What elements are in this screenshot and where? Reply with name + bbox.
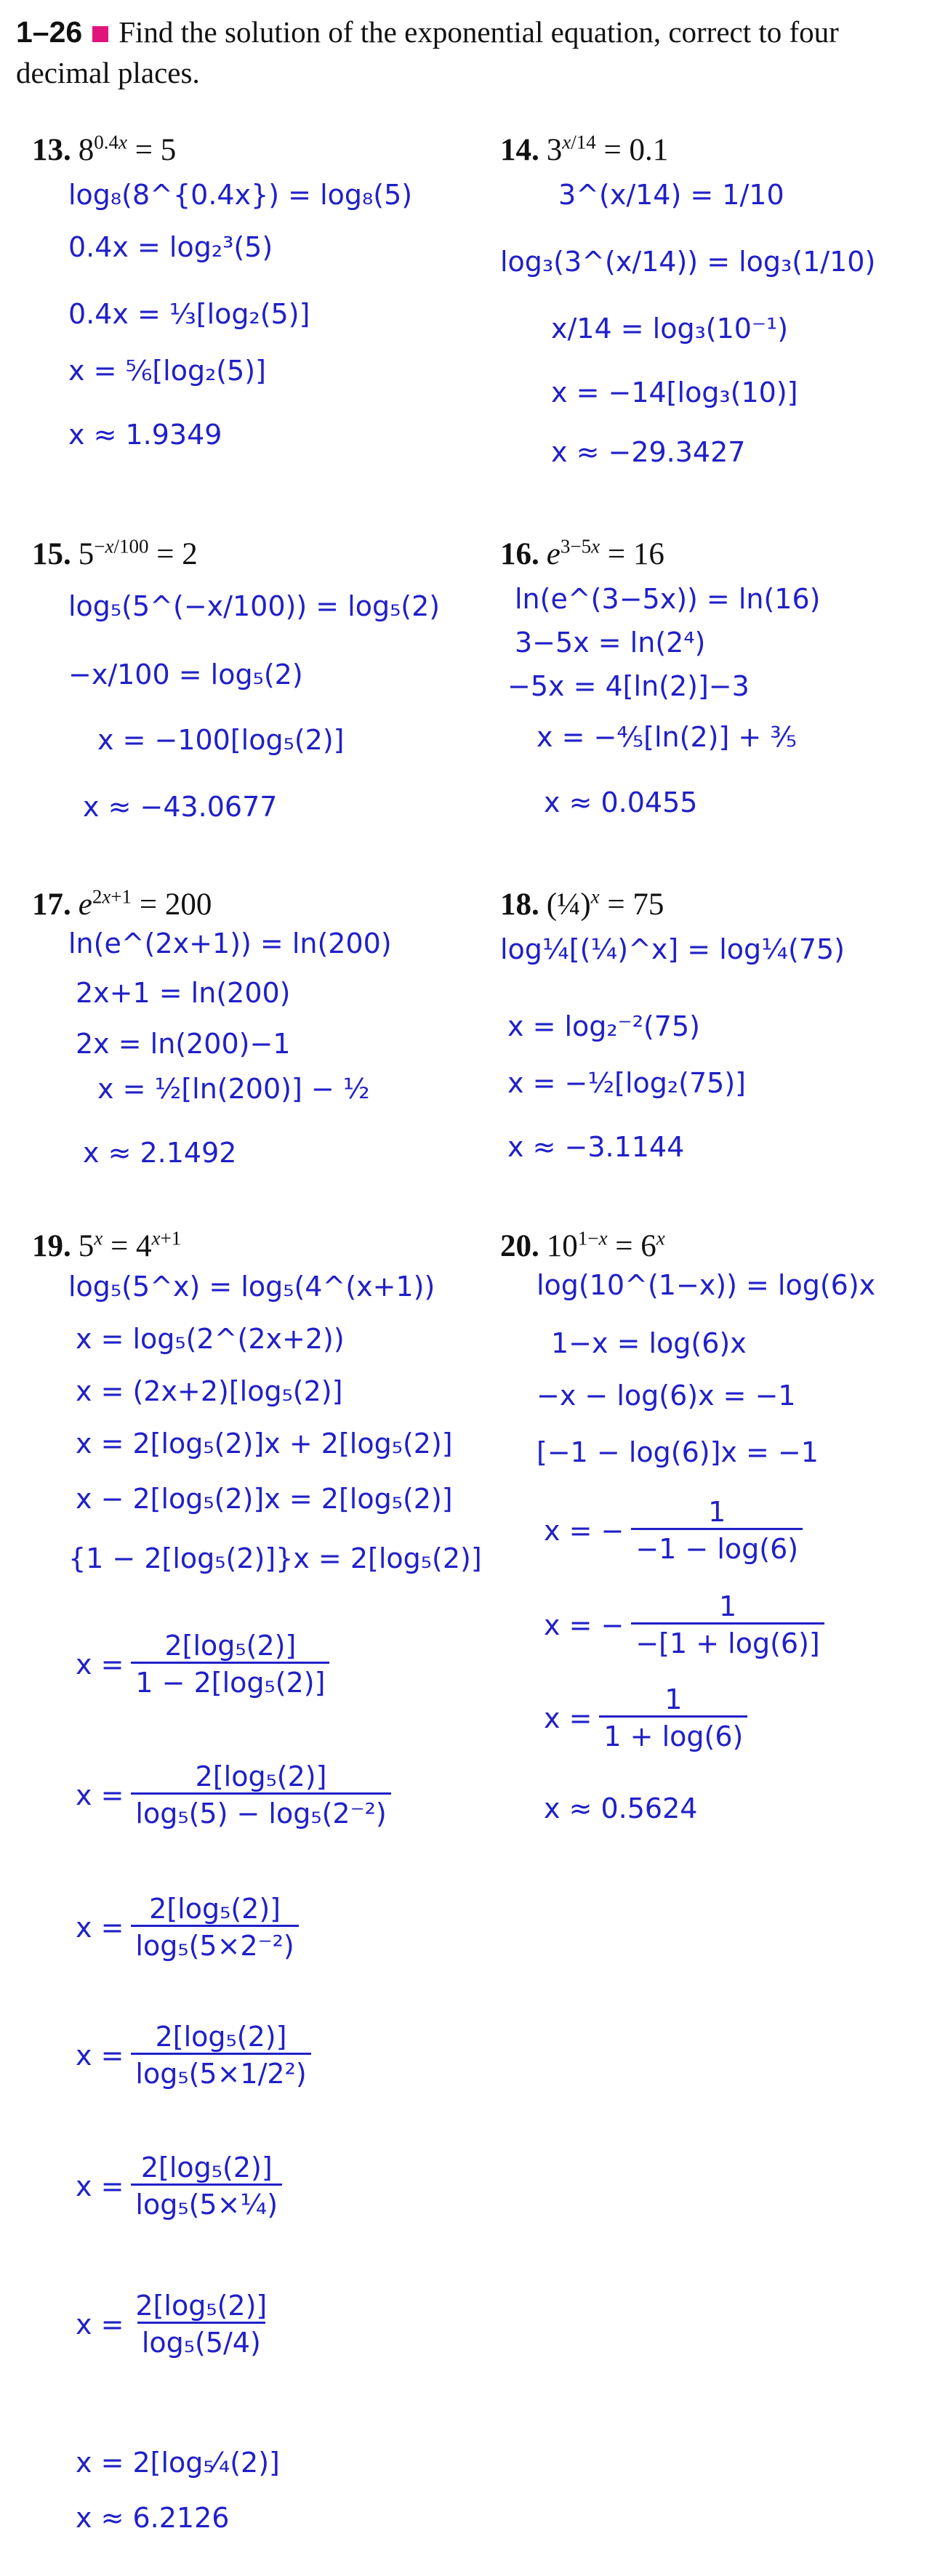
exercise-range: 1–26 — [16, 15, 83, 49]
step: x = (2x+2)[log₅(2)] — [76, 1375, 343, 1407]
numerator: 2[log₅(2)] — [195, 1760, 327, 1792]
step: log₈(8^{0.4x}) = log₈(5) — [68, 179, 413, 211]
denominator: log₅(5×¼) — [131, 2183, 282, 2221]
step: 0.4x = log₂³(5) — [68, 231, 273, 263]
step: x − 2[log₅(2)]x = 2[log₅(2)] — [76, 1483, 453, 1515]
problem-title: 14. $3^{x/14} = 0.1$ — [500, 132, 669, 168]
step: x = log₂⁻²(75) — [507, 1010, 700, 1042]
fraction-step: x = $\frac{\text{2[log₅(2)]}}{\text{log₅(5×2⁻²)}}$ — [76, 1893, 299, 1962]
problem-14 — [500, 122, 876, 468]
step: x = −⅘[ln(2)] + ⅗ — [537, 721, 798, 753]
step: x = −100[log₅(2)] — [97, 724, 345, 756]
problem-title: 18. (¼)$^x$ = 75 — [500, 886, 664, 922]
denominator: −1 − log(6) — [631, 1528, 803, 1565]
equation: $e^{2x+1} = 200$ — [78, 886, 212, 922]
denominator: log₅(5) − log₅(2⁻²) — [131, 1792, 390, 1830]
denominator: log₅(5×1/2²) — [131, 2053, 310, 2090]
equation: (¼)$^x$ = 75 — [546, 886, 664, 922]
numerator: 1 — [664, 1683, 683, 1715]
problem-title: 17. $e^{2x+1} = 200$ — [32, 886, 212, 922]
answer: x ≈ 1.9349 — [68, 419, 222, 451]
step: 2x = ln(200)−1 — [76, 1028, 291, 1060]
step: ln(e^(2x+1)) = ln(200) — [68, 927, 392, 959]
answer: x ≈ 2.1492 — [83, 1137, 237, 1169]
fraction-step: x = $\frac{\text{2[log₅(2)]}}{\text{1 − 2[log₅(2)]}}$ — [76, 1630, 329, 1699]
fraction-step: x = $\frac{\text{2[log₅(2)]}}{\text{log₅(5×1/2²)}}$ — [76, 2021, 311, 2090]
step: x = −14[log₃(10)] — [551, 377, 798, 408]
section-marker-icon — [92, 26, 108, 42]
step: log₃(3^(x/14)) = log₃(1/10) — [500, 246, 876, 278]
step: 3^(x/14) = 1/10 — [558, 179, 784, 211]
answer: x ≈ 0.0455 — [544, 786, 698, 818]
step: 0.4x = ⅓[log₂(5)] — [68, 298, 310, 330]
equation: $5^{-x/100} = 2$ — [78, 536, 198, 572]
equation: $5^x = 4^{x+1}$ — [78, 1228, 182, 1264]
exercise-header — [16, 12, 932, 93]
step: −x − log(6)x = −1 — [537, 1380, 796, 1412]
numerator: 2[log₅(2)] — [149, 1893, 281, 1925]
fraction-step: x = $\frac{1}{1 + \log(6)}$ — [544, 1683, 747, 1752]
numerator: 2[log₅(2)] — [140, 2152, 273, 2183]
step: 1−x = log(6)x — [551, 1327, 747, 1359]
numerator: 1 — [708, 1496, 726, 1528]
numerator: 2[log₅(2)] — [135, 2290, 268, 2322]
exercise-instruction: Find the solution of the exponential equation, correct to four decimal places. — [16, 15, 839, 89]
problem-title: 13. $8^{0.4x} = 5$ — [32, 132, 177, 168]
problem-13 — [32, 122, 413, 451]
problem-20 — [500, 1218, 876, 1824]
step: log¼[(¼)^x] = log¼(75) — [500, 933, 845, 965]
fraction-step: x = − $\frac{1}{-[1 + \log(6)]}$ — [544, 1590, 824, 1659]
numerator: 1 — [718, 1590, 737, 1622]
answer: x ≈ −43.0677 — [83, 791, 278, 823]
answer: x ≈ −3.1144 — [507, 1131, 685, 1163]
step: log₅(5^x) = log₅(4^(x+1)) — [68, 1271, 435, 1303]
fraction-step: x = $\frac{\text{2[log₅(2)]}}{\text{log₅(5×¼)}}$ — [76, 2152, 282, 2221]
step: [−1 − log(6)]x = −1 — [537, 1436, 819, 1468]
problem-17 — [32, 877, 392, 1169]
problem-16 — [500, 526, 821, 818]
step: x = ½[ln(200)] − ½ — [97, 1073, 370, 1105]
step: log(10^(1−x)) = log(6)x — [537, 1269, 876, 1301]
step: ln(e^(3−5x)) = ln(16) — [515, 583, 821, 615]
fraction-step: x = $\frac{\text{2[log₅(2)]}}{\text{log₅(5) − log₅(2⁻²)}}$ — [76, 1760, 391, 1830]
step: −x/100 = log₅(2) — [68, 659, 303, 691]
equation: $3^{x/14} = 0.1$ — [546, 132, 669, 168]
equation: $e^{3-5x} = 16$ — [546, 536, 664, 572]
step: x = log₅(2^(2x+2)) — [76, 1323, 345, 1355]
step: 3−5x = ln(2⁴) — [515, 627, 706, 659]
problem-title: 16. $e^{3-5x} = 16$ — [500, 536, 664, 572]
problem-15 — [32, 526, 441, 823]
step: x = −½[log₂(75)] — [507, 1067, 746, 1099]
answer: x ≈ 6.2126 — [76, 2502, 230, 2534]
denominator: −[1 + log(6)] — [631, 1622, 824, 1659]
step: x/14 = log₃(10⁻¹) — [551, 313, 789, 345]
fraction-step: x = $\frac{\text{2[log₅(2)]}}{\text{log₅(5/4)}}$ — [76, 2290, 271, 2359]
denominator: log₅(5×2⁻²) — [131, 1925, 298, 1962]
step: log₅(5^(−x/100)) = log₅(2) — [68, 590, 441, 622]
step: {1 − 2[log₅(2)]}x = 2[log₅(2)] — [68, 1542, 482, 1574]
denominator: 1 + log(6) — [599, 1715, 747, 1752]
answer: x ≈ −29.3427 — [551, 436, 746, 468]
problem-title: 19. $5^x = 4^{x+1}$ — [32, 1228, 182, 1264]
problem-title: 20. $10^{1-x} = 6^x$ — [500, 1228, 665, 1264]
problem-title: 15. $5^{-x/100} = 2$ — [32, 536, 198, 572]
step: −5x = 4[ln(2)]−3 — [507, 670, 750, 702]
problem-18 — [500, 877, 845, 1163]
numerator: 2[log₅(2)] — [155, 2021, 287, 2053]
equation: $8^{0.4x} = 5$ — [78, 132, 177, 168]
step: 2x+1 = ln(200) — [76, 977, 291, 1009]
step: x = 2[log₅⁄₄(2)] — [76, 2447, 280, 2479]
denominator: 1 − 2[log₅(2)] — [131, 1662, 329, 1699]
step: x = ⅚[log₂(5)] — [68, 355, 266, 387]
equation: $10^{1-x} = 6^x$ — [546, 1228, 665, 1264]
fraction-step: x = − $\frac{1}{-1 - \log(6)}$ — [544, 1496, 803, 1565]
problem-19 — [32, 1218, 482, 2534]
answer: x ≈ 0.5624 — [544, 1792, 698, 1824]
numerator: 2[log₅(2)] — [164, 1630, 297, 1662]
step: x = 2[log₅(2)]x + 2[log₅(2)] — [76, 1428, 453, 1460]
denominator: log₅(5/4) — [137, 2322, 265, 2359]
